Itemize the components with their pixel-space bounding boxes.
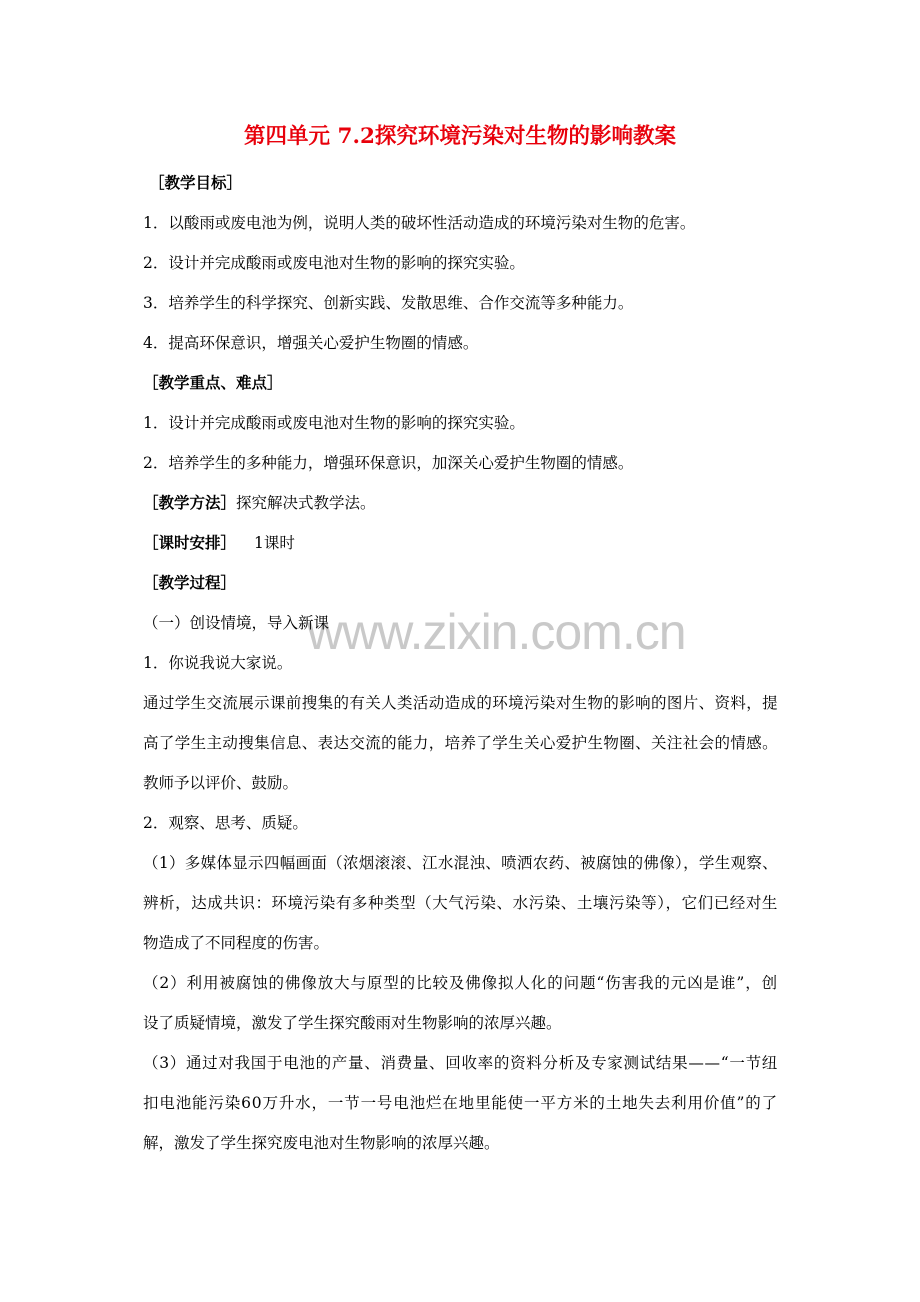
paragraph-line: 解，激发了学生探究废电池对生物影响的浓厚兴趣。 (143, 1134, 500, 1152)
schedule-label: ［课时安排］ (143, 533, 237, 552)
key-point-item: 1．设计并完成酸雨或废电池对生物的影响的探究实验。 (143, 414, 525, 432)
objective-item: 4．提高环保意识，增强关心爱护生物圈的情感。 (143, 334, 479, 352)
teaching-method-label: ［教学方法］ (143, 493, 237, 512)
paragraph-line: （2）利用被腐蚀的佛像放大与原型的比较及佛像拟人化的问题“伤害我的元凶是谁”，创 (143, 974, 778, 992)
schedule-line (143, 523, 778, 563)
process-part-heading: （一）创设情境，导入新课 (143, 614, 330, 632)
teaching-method-line (143, 483, 778, 523)
section-heading-key-points: ［教学重点、难点］ (143, 373, 283, 392)
watermark: www.zixin.com.cn (307, 604, 686, 660)
paragraph-line: 设了质疑情境，激发了学生探究酸雨对生物影响的浓厚兴趣。 (143, 1014, 562, 1032)
objective-item: 3．培养学生的科学探究、创新实践、发散思维、合作交流等多种能力。 (143, 294, 634, 312)
paragraph-line: 物造成了不同程度的伤害。 (143, 934, 330, 952)
schedule-text: 1课时 (254, 534, 295, 552)
step-heading: 2．观察、思考、质疑。 (143, 814, 308, 832)
document-body (143, 163, 778, 1163)
document-title: 第四单元 7.2探究环境污染对生物的影响教案 (244, 124, 676, 149)
paragraph-line: 高了学生主动搜集信息、表达交流的能力，培养了学生关心爱护生物圈、关注社会的情感。 (143, 734, 778, 752)
teaching-method-text: 探究解决式教学法。 (236, 494, 376, 512)
paragraph-line: 辨析，达成共识：环境污染有多种类型（大气污染、水污染、土壤污染等），它们已经对生 (143, 894, 778, 912)
key-point-item: 2．培养学生的多种能力，增强环保意识，加深关心爱护生物圈的情感。 (143, 454, 634, 472)
paragraph-line: 通过学生交流展示课前搜集的有关人类活动造成的环境污染对生物的影响的图片、资料，提 (143, 694, 778, 712)
step-heading: 1．你说我说大家说。 (143, 654, 293, 672)
paragraph-line: （3）通过对我国于电池的产量、消费量、回收率的资料分析及专家测试结果——“一节纽 (143, 1054, 778, 1072)
paragraph-line: 教师予以评价、鼓励。 (143, 774, 299, 792)
section-heading-objectives: ［教学目标］ (149, 173, 243, 192)
objective-item: 1．以酸雨或废电池为例，说明人类的破坏性活动造成的环境污染对生物的危害。 (143, 214, 696, 232)
paragraph-line: （1）多媒体显示四幅画面（浓烟滚滚、江水混浊、喷洒农药、被腐蚀的佛像），学生观察、 (143, 854, 778, 872)
section-heading-process: ［教学过程］ (143, 573, 237, 592)
objective-item: 2．设计并完成酸雨或废电池对生物的影响的探究实验。 (143, 254, 525, 272)
paragraph-line: 扣电池能污染60万升水，一节一号电池烂在地里能使一平方米的土地失去利用价值”的了 (143, 1094, 778, 1112)
